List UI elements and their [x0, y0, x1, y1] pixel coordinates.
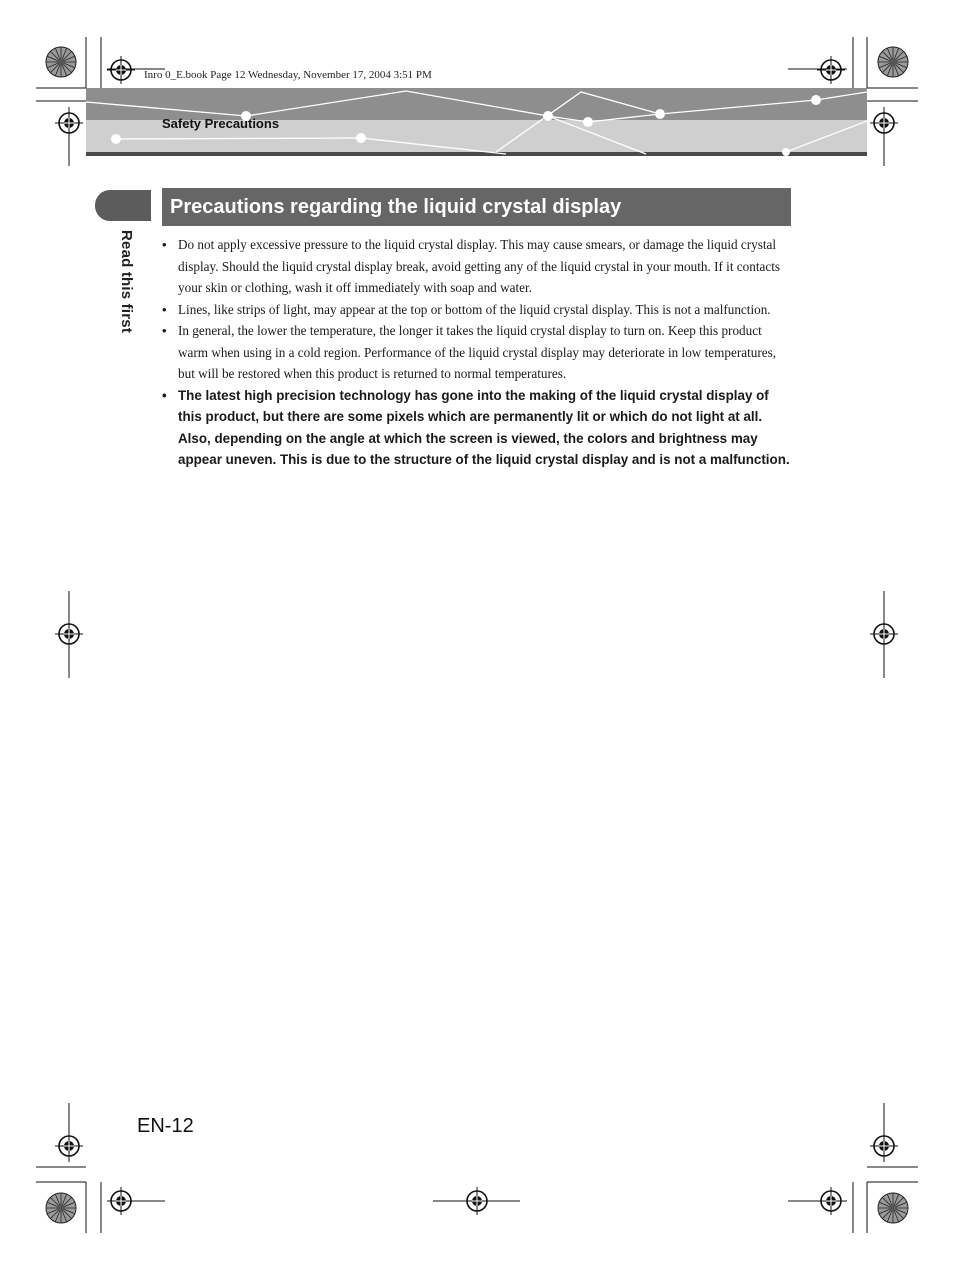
precaution-item: • In general, the lower the temperature, the longer it takes the liquid crystal display to turn on. Keep this product warm when using in a cold region. Performance of the liquid crystal display may deteriorate in low temperatures, but will be restored when this product is returned to normal temperatures.	[162, 320, 792, 385]
precautions-list	[162, 234, 792, 471]
page-number: EN-12	[137, 1115, 194, 1137]
file-info-line: Inro 0_E.book Page 12 Wednesday, November 17, 2004 3:51 PM	[144, 69, 432, 81]
precaution-item: • Lines, like strips of light, may appear at the top or bottom of the liquid crystal display. This is not a malfunction.	[162, 299, 792, 321]
chapter-tab	[95, 190, 151, 221]
precaution-item: • Do not apply excessive pressure to the liquid crystal display. This may cause smears, or damage the liquid crystal display. Should the liquid crystal display break, avoid getting any of the liquid crystal in your mouth. If it contacts your skin or clothing, wash it off immediately with soap and water.	[162, 234, 792, 299]
precaution-item-important: • The latest high precision technology has gone into the making of the liquid crystal display of this product, but there are some pixels which are permanently lit or which do not light at all. Also, depending on the angle at which the screen is viewed, the colors and brightness may appear uneven. This is due to the structure of the liquid crystal display and is not a malfunction.	[162, 385, 792, 471]
chapter-tab-label: Read this first	[118, 230, 135, 334]
header-section-label: Safety Precautions	[162, 116, 280, 131]
section-title: Precautions regarding the liquid crystal display	[162, 188, 791, 226]
